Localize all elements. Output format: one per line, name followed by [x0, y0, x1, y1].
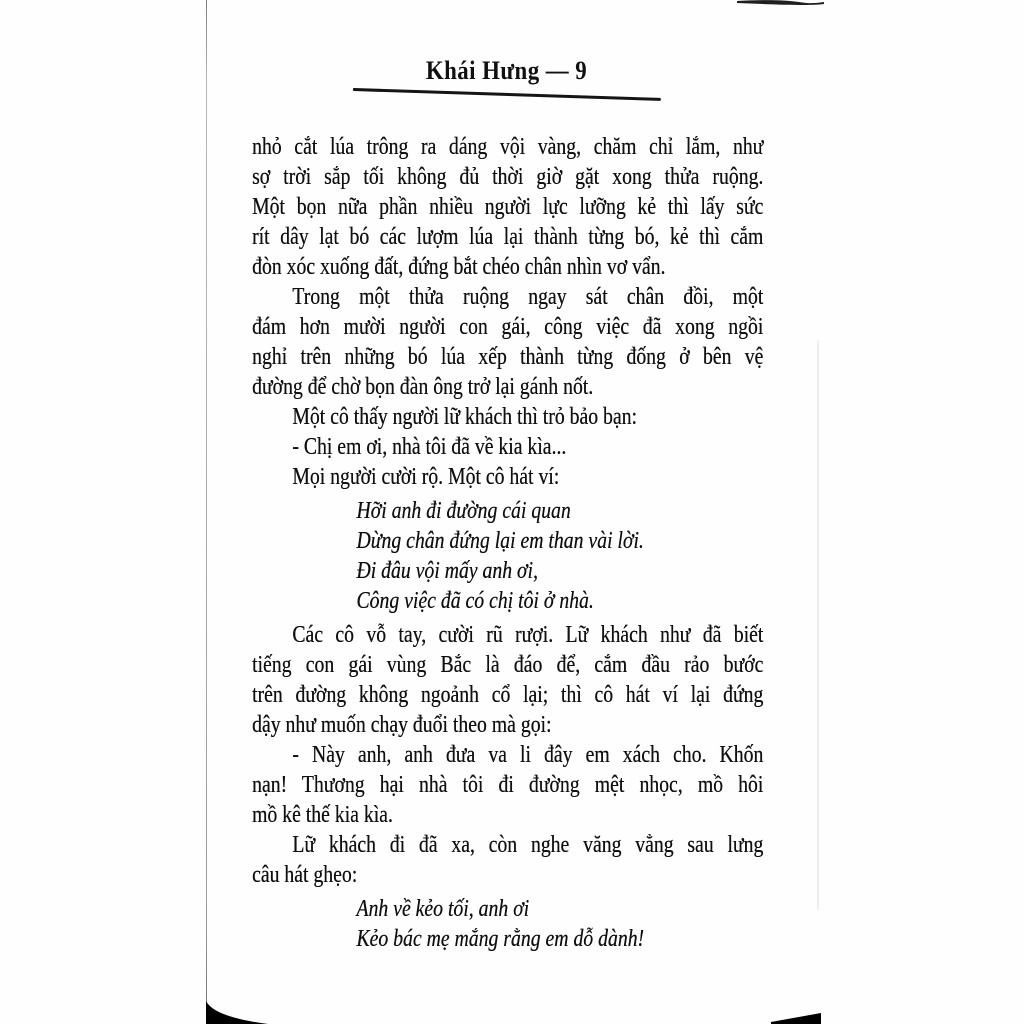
text-line: mồ kê thế kia kìa. — [252, 802, 393, 828]
paragraph — [252, 402, 763, 432]
header-rule — [353, 88, 661, 101]
paragraph — [252, 282, 763, 402]
text-line: rít dây lạt bó các lượm lúa lại thành từng bó, kẻ thì cắm — [252, 224, 764, 250]
text-line: Anh về kẻo tối, anh ơi — [356, 896, 530, 922]
text-line: Các cô vỗ tay, cười rũ rượi. Lữ khách như đã biết — [292, 622, 764, 648]
text-line: đường để chờ bọn đàn ông trở lại gánh nốt. — [252, 374, 594, 400]
running-header: Khái Hưng — 9 — [425, 56, 588, 85]
page-edge-line-right — [817, 340, 819, 910]
text-line: Lữ khách đi đã xa, còn nghe văng vẳng sau lưng — [292, 832, 764, 858]
text-line: đám hơn mười người con gái, công việc đã xong ngồi — [252, 314, 764, 340]
scan-artifact-top-right-streak — [737, 0, 824, 5]
verse-block — [356, 894, 763, 954]
text-line: - Chị em ơi, nhà tôi đã về kia kìa... — [292, 434, 567, 460]
verse-block — [356, 496, 763, 616]
scan-artifact-bottom-left-curl — [206, 1001, 268, 1024]
text-line: nạn! Thương hại nhà tôi đi đường mệt nhọc, mồ hôi — [252, 772, 764, 798]
paragraph — [252, 620, 763, 740]
scan-artifact-bottom-right-wedge — [771, 1013, 821, 1024]
paragraph — [252, 432, 763, 462]
text-line: Kẻo bác mẹ mắng rằng em dỗ dành! — [356, 926, 645, 952]
text-line: Trong một thửa ruộng ngay sát chân đồi, một — [292, 284, 764, 310]
text-line: sợ trời sắp tối không đủ thời giờ gặt xong thửa ruộng. — [252, 164, 764, 190]
text-line: nghỉ trên những bó lúa xếp thành từng đống ở bên vệ — [252, 344, 764, 370]
text-line: Mọi người cười rộ. Một cô hát ví: — [292, 464, 560, 490]
text-line: trên đường không ngoảnh cổ lại; thì cô hát ví lại đứng — [252, 682, 764, 708]
text-line: Hỡi anh đi đường cái quan — [356, 498, 571, 524]
text-line: Dừng chân đứng lại em than vài lời. — [356, 528, 644, 554]
text-line: Đi đâu vội mấy anh ơi, — [356, 558, 538, 584]
paragraph — [252, 830, 763, 890]
text-line: câu hát ghẹo: — [252, 862, 358, 888]
paragraph — [252, 132, 763, 282]
text-line: - Này anh, anh đưa va li đây em xách cho. Khốn — [292, 742, 764, 768]
paragraph — [252, 462, 763, 492]
page-edge-line-left — [206, 0, 207, 1024]
text-line: đòn xóc xuống đất, đứng bắt chéo chân nhìn vơ vẩn. — [252, 254, 666, 280]
text-line: dậy như muốn chạy đuổi theo mà gọi: — [252, 712, 552, 738]
text-line: tiếng con gái vùng Bắc là đáo để, cắm đầu rảo bước — [252, 652, 764, 678]
paragraph — [252, 740, 763, 830]
text-line: Một cô thấy người lữ khách thì trỏ bảo bạn: — [292, 404, 637, 430]
text-line: nhỏ cắt lúa trông ra dáng vội vàng, chăm chỉ lắm, như — [252, 134, 764, 160]
text-line: Một bọn nữa phần nhiều người lực lưỡng kẻ thì lấy sức — [252, 194, 764, 220]
text-line: Công việc đã có chị tôi ở nhà. — [356, 588, 594, 614]
text-block — [252, 132, 763, 958]
